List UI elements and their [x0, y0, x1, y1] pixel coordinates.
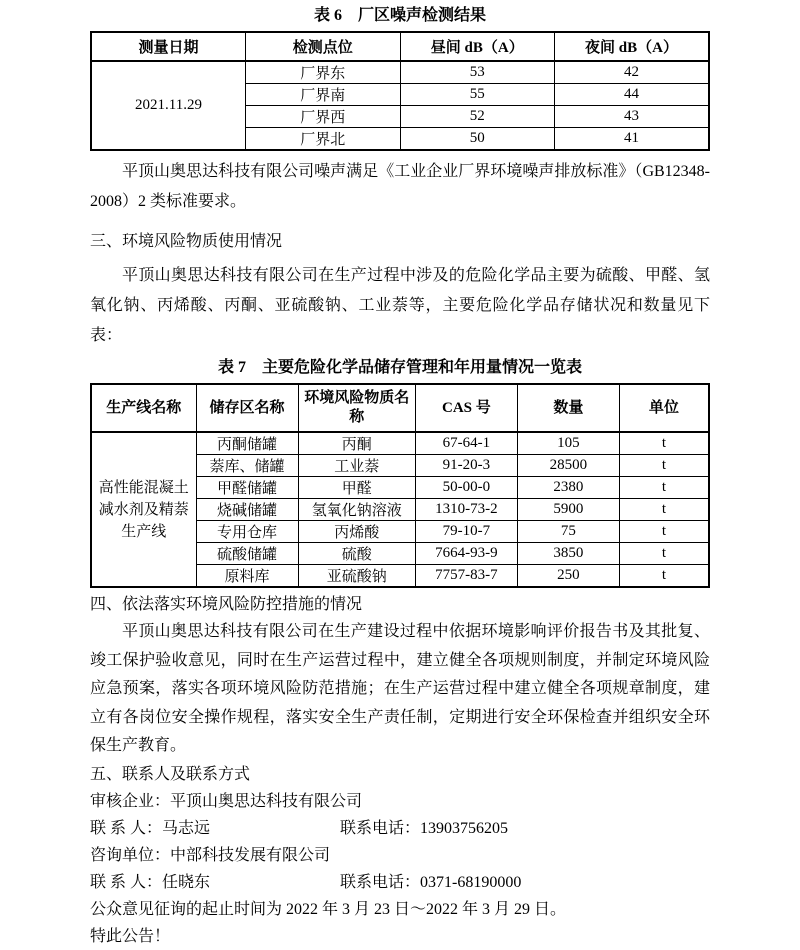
table-cell: 52 [400, 106, 555, 128]
table-cell: 53 [400, 61, 555, 84]
table-cell: 75 [517, 521, 619, 543]
table-cell: 硫酸储罐 [196, 543, 298, 565]
table-cell: 43 [555, 106, 710, 128]
table-cell: 7664-93-9 [415, 543, 517, 565]
consultation-period-text: 公众意见征询的起止时间为 2022 年 3 月 23 日～2022 年 3 月 29 日。 [90, 900, 567, 918]
table-cell: 硫酸 [298, 543, 415, 565]
production-line-cell: 高性能混凝土减水剂及精萘生产线 [91, 432, 196, 587]
table-cell: 专用仓库 [196, 521, 298, 543]
table-cell: 5900 [517, 499, 619, 521]
table-row [91, 61, 709, 84]
table-cell: 原料库 [196, 565, 298, 588]
column-header: 单位 [619, 384, 709, 432]
announcement-closing-line [90, 923, 710, 950]
table-cell: 44 [555, 84, 710, 106]
section4-heading: 四、依法落实环境风险防控措施的情况 [90, 596, 363, 613]
table-cell: 250 [517, 565, 619, 588]
section5-heading: 五、联系人及联系方式 [90, 765, 251, 783]
noise-conclusion-paragraph: 平顶山奥思达科技有限公司噪声满足《工业企业厂界环境噪声排放标准》（GB12348-2008）2 类标准要求。 [90, 163, 710, 210]
table-cell: 50-00-0 [415, 477, 517, 499]
noise-results-table [90, 31, 710, 151]
table-cell: 厂界西 [246, 106, 401, 128]
table-cell: 亚硫酸钠 [298, 565, 415, 588]
contact-line-consultant [90, 842, 710, 869]
measure-date-cell: 2021.11.29 [91, 61, 246, 150]
column-header: 昼间 dB（A） [400, 32, 555, 61]
column-header: 数量 [517, 384, 619, 432]
table-cell: 厂界南 [246, 84, 401, 106]
table-cell: t [619, 499, 709, 521]
table-cell: 厂界东 [246, 61, 401, 84]
table-cell: 91-20-3 [415, 455, 517, 477]
column-header: 储存区名称 [196, 384, 298, 432]
table-cell: 7757-83-7 [415, 565, 517, 588]
table-cell: 3850 [517, 543, 619, 565]
contact-text: 咨询单位：中部科技发展有限公司 [90, 846, 331, 864]
column-header: 环境风险物质名称 [298, 384, 415, 432]
table-cell: 42 [555, 61, 710, 84]
announcement-closing-text: 特此公告！ [90, 927, 171, 945]
table-cell: t [619, 543, 709, 565]
table-cell: 2380 [517, 477, 619, 499]
contact-line-company [90, 788, 710, 815]
contact-phone: 联系电话：0371-68190000 [340, 873, 522, 891]
table7-title: 表 7 主要危险化学品储存管理和年用量情况一览表 [217, 359, 582, 376]
table-cell: 丙酮储罐 [196, 432, 298, 455]
table-cell: 甲醛 [298, 477, 415, 499]
table-cell: 79-10-7 [415, 521, 517, 543]
table-cell: 工业萘 [298, 455, 415, 477]
table-cell: 105 [517, 432, 619, 455]
section3-heading: 三、环境风险物质使用情况 [90, 233, 283, 250]
table-cell: 烧碱储罐 [196, 499, 298, 521]
contact-phone: 联系电话：13903756205 [340, 819, 509, 837]
contact-line-person2 [90, 869, 710, 896]
table-cell: 1310-73-2 [415, 499, 517, 521]
hazardous-chemicals-table [90, 383, 710, 588]
table-cell: t [619, 477, 709, 499]
contact-line-person1 [90, 815, 710, 842]
consultation-period-line [90, 896, 710, 923]
table-cell: 41 [555, 128, 710, 151]
table-cell: 丙酮 [298, 432, 415, 455]
contact-person: 联 系 人：任晓东 [90, 873, 211, 891]
table-cell: t [619, 565, 709, 588]
table-cell: t [619, 432, 709, 455]
section4-paragraph: 平顶山奥思达科技有限公司在生产建设过程中依据环境影响评价报告书及其批复、竣工保护验收意见，同时在生产运营过程中，建立健全各项规则制度，并制定环境风险应急预案，落实各项环境风险防范措施；在生产运营过程中建立健全各项规章制度，建立有各岗位安全操作规程，落实安全生产责任制，定期进行安全环保检查并组织安全环保生产教育。 [90, 623, 710, 754]
table-cell: 甲醛储罐 [196, 477, 298, 499]
table-cell: 厂界北 [246, 128, 401, 151]
column-header: 检测点位 [246, 32, 401, 61]
contact-text: 审核企业：平顶山奥思达科技有限公司 [90, 792, 363, 810]
table-cell: 50 [400, 128, 555, 151]
table-cell: 萘库、储罐 [196, 455, 298, 477]
column-header: CAS 号 [415, 384, 517, 432]
table-header-row [91, 384, 709, 432]
table-cell: 28500 [517, 455, 619, 477]
column-header: 测量日期 [91, 32, 246, 61]
table-cell: 氢氧化钠溶液 [298, 499, 415, 521]
table-header-row [91, 32, 709, 61]
table-cell: 55 [400, 84, 555, 106]
section3-paragraph: 平顶山奥思达科技有限公司在生产过程中涉及的危险化学品主要为硫酸、甲醛、氢氧化钠、丙烯酸、丙酮、亚硫酸钠、工业萘等，主要危险化学品存储状况和数量见下表： [90, 267, 710, 344]
column-header: 夜间 dB（A） [555, 32, 710, 61]
table-row [91, 432, 709, 455]
table-cell: 67-64-1 [415, 432, 517, 455]
table-cell: t [619, 455, 709, 477]
column-header: 生产线名称 [91, 384, 196, 432]
contact-person: 联 系 人：马志远 [90, 819, 211, 837]
table-cell: 丙烯酸 [298, 521, 415, 543]
table6-title: 表 6 厂区噪声检测结果 [313, 7, 486, 24]
table-cell: t [619, 521, 709, 543]
